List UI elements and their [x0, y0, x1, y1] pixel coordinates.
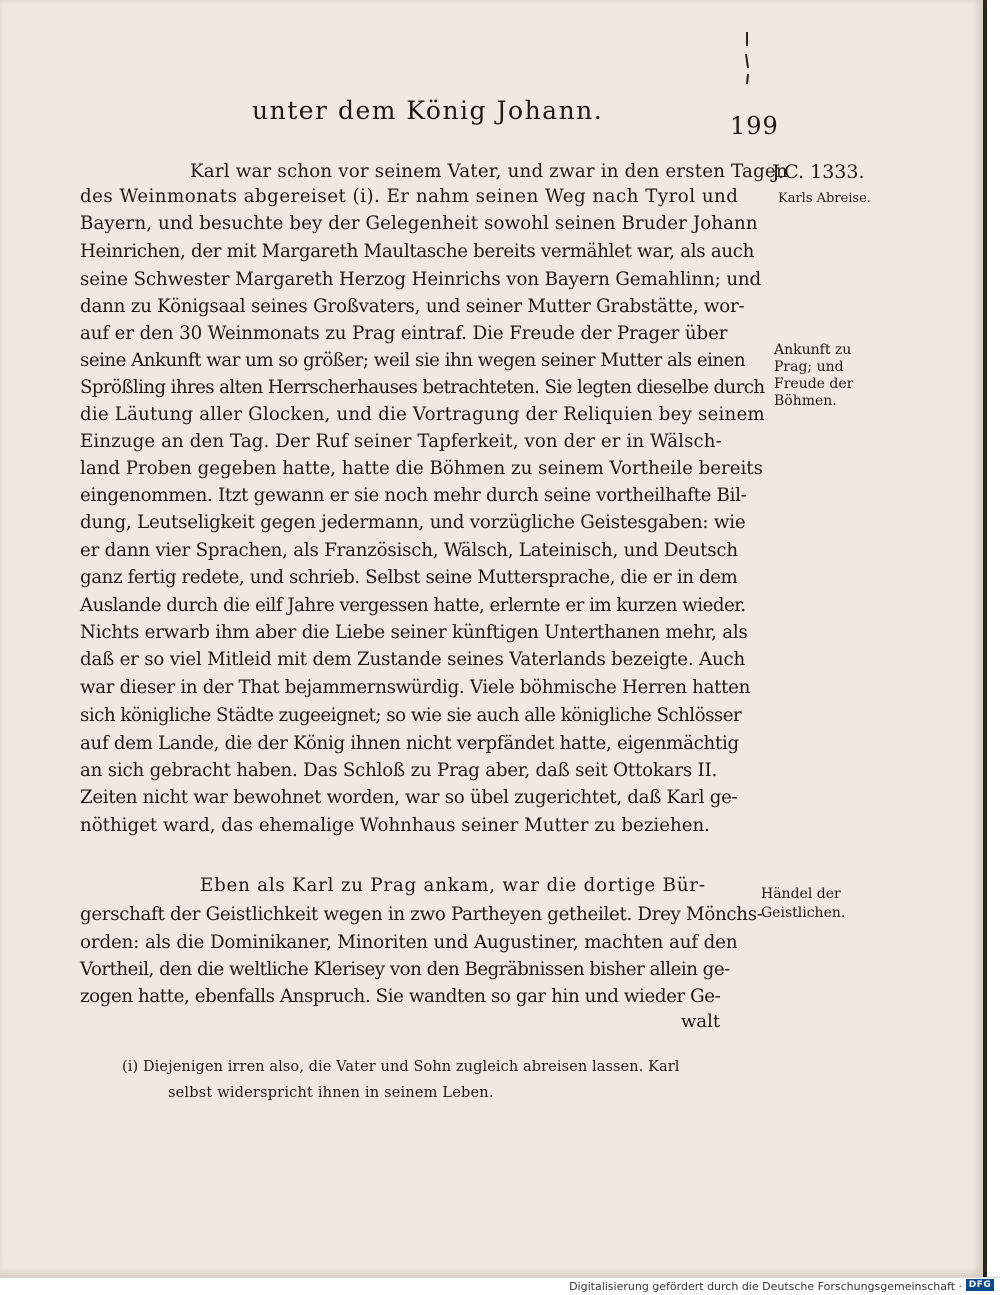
text-line: ganz fertig redete, und schrieb. Selbst seine Muttersprache, die er in dem — [80, 567, 738, 588]
text-line: die Läutung aller Glocken, und die Vortragung der Reliquien bey seinem — [80, 404, 765, 425]
text-line: Heinrichen, der mit Margareth Maultasche bereits vermählet war, als auch — [80, 241, 755, 262]
text-line: auf er den 30 Weinmonats zu Prag eintraf. Die Freude der Prager über — [80, 323, 728, 344]
dfg-logo-icon[interactable]: DFG — [966, 1279, 994, 1291]
text-line: seine Schwester Margareth Herzog Heinrichs von Bayern Gemahlinn; und — [80, 269, 762, 290]
text-line: eingenommen. Itzt gewann er sie noch mehr durch seine vortheilhafte Bil- — [80, 485, 747, 506]
text-line: Zeiten nicht war bewohnet worden, war so übel zugerichtet, daß Karl ge- — [80, 787, 738, 808]
text-line: Eben als Karl zu Prag ankam, war die dortige Bür- — [200, 875, 706, 896]
text-line: auf dem Lande, die der König ihnen nicht verpfändet hatte, eigenmächtig — [80, 733, 739, 754]
funding-notice: Digitalisierung gefördert durch die Deutsche Forschungsgemeinschaft · — [569, 1280, 962, 1293]
text-line: war dieser in der That bejammernswürdig. Viele böhmische Herren hatten — [80, 677, 751, 698]
text-line: Bayern, und besuchte bey der Gelegenheit sowohl seinen Bruder Johann — [80, 213, 758, 234]
text-line: des Weinmonats abgereiset (i). Er nahm seinen Weg nach Tyrol und — [80, 186, 739, 207]
text-line: nöthiget ward, das ehemalige Wohnhaus seiner Mutter zu beziehen. — [80, 815, 710, 836]
text-line: dann zu Königsaal seines Großvaters, und seiner Mutter Grabstätte, wor- — [80, 296, 745, 317]
text-line: land Proben gegeben hatte, hatte die Böhmen zu seinem Vortheile bereits — [80, 458, 763, 479]
text-line: Einzuge an den Tag. Der Ruf seiner Tapferkeit, von der er in Wälsch- — [80, 431, 722, 452]
margin-note: Ankunft zu — [774, 342, 852, 358]
page-number: 199 — [730, 112, 779, 140]
text-line: dung, Leutseligkeit gegen jedermann, und vorzügliche Geistesgaben: wie — [80, 512, 746, 533]
text-line: an sich gebracht haben. Das Schloß zu Prag aber, daß seit Ottokars II. — [80, 760, 718, 781]
margin-note: Händel der — [761, 886, 841, 902]
margin-year: J.C. 1333. — [772, 161, 865, 183]
text-line: seine Ankunft war um so größer; weil sie ihn wegen seiner Mutter als einen — [80, 350, 746, 371]
footnote-line: (i) Diejenigen irren also, die Vater und Sohn zugleich abreisen lassen. Karl — [122, 1059, 680, 1075]
margin-note: Böhmen. — [774, 393, 837, 409]
text-line: gerschaft der Geistlichkeit wegen in zwo Partheyen getheilet. Drey Mönchs- — [80, 904, 763, 925]
ink-mark-icon — [740, 28, 754, 88]
text-line: er dann vier Sprachen, als Französisch, Wälsch, Lateinisch, und Deutsch — [80, 540, 738, 561]
text-line: Karl war schon vor seinem Vater, und zwar in den ersten Tagen — [190, 161, 788, 182]
margin-note: Freude der — [774, 376, 854, 392]
page-edge — [983, 0, 1000, 1277]
running-head: unter dem König Johann. — [252, 96, 604, 125]
text-line: daß er so viel Mitleid mit dem Zustande seines Vaterlands bezeigte. Auch — [80, 649, 745, 670]
margin-note: Prag; und — [774, 359, 844, 375]
catchword: walt — [681, 1011, 721, 1032]
text-line: Vortheil, den die weltliche Klerisey von den Begräbnissen bisher allein ge- — [80, 959, 730, 980]
footnote-line: selbst widerspricht ihnen in seinem Leben. — [168, 1085, 494, 1101]
text-line: Sprößling ihres alten Herrscherhauses betrachteten. Sie legten dieselbe durch — [80, 377, 765, 398]
text-line: zogen hatte, ebenfalls Anspruch. Sie wandten so gar hin und wieder Ge- — [80, 986, 721, 1007]
text-line: Auslande durch die eilf Jahre vergessen hatte, erlernte er im kurzen wieder. — [80, 595, 746, 616]
margin-note: Karls Abreise. — [778, 191, 871, 206]
text-line: sich königliche Städte zugeeignet; so wie sie auch alle königliche Schlösser — [80, 705, 742, 726]
margin-note: Geistlichen. — [761, 905, 846, 921]
text-line: Nichts erwarb ihm aber die Liebe seiner künftigen Unterthanen mehr, als — [80, 622, 748, 643]
text-line: orden: als die Dominikaner, Minoriten und Augustiner, machten auf den — [80, 932, 738, 953]
binding-shadow — [983, 0, 987, 1277]
